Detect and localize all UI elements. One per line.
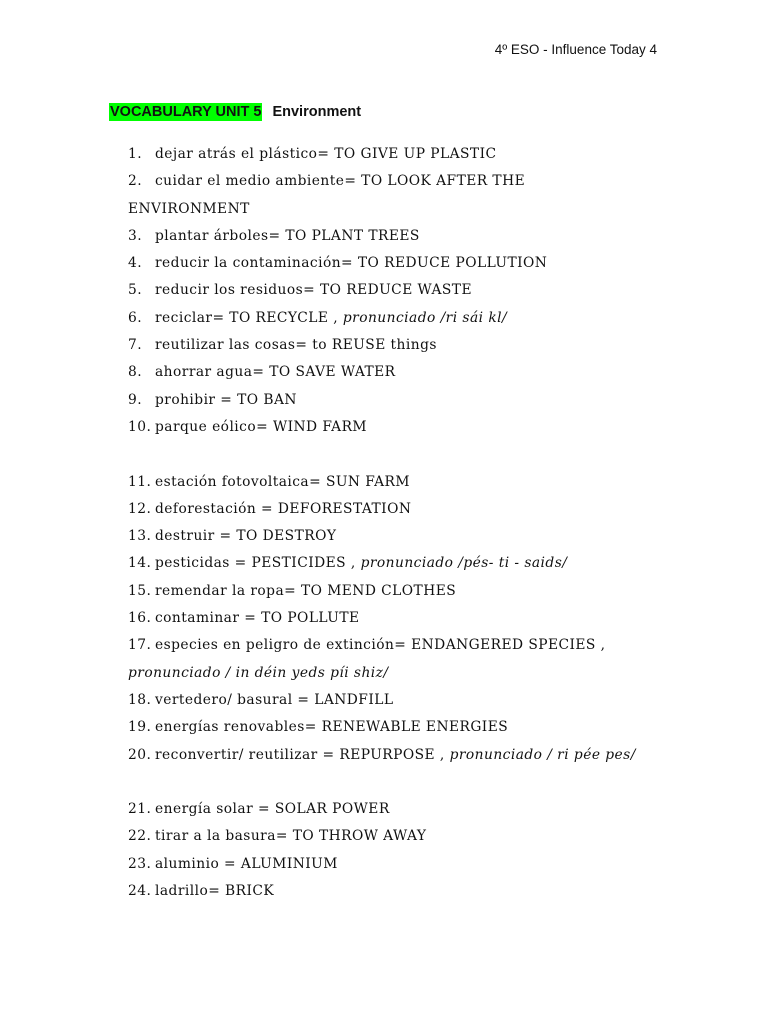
list-item (128, 168, 648, 223)
section-gap (128, 769, 648, 796)
item-number: 4. (128, 255, 143, 272)
item-text: ladrillo= BRICK (155, 883, 275, 900)
list-item (128, 632, 648, 687)
list-item (128, 305, 648, 332)
pronunciation: pronunciado / in déin yeds píi shiz/ (128, 664, 389, 681)
list-item (128, 742, 648, 769)
topic-title: Environment (272, 104, 362, 120)
item-number: 22. (128, 828, 152, 845)
item-number: 18. (128, 691, 152, 708)
list-item (128, 823, 648, 850)
list-item (128, 277, 648, 304)
item-text: reutilizar las cosas= to REUSE things (155, 337, 437, 354)
item-text: energías renovables= RENEWABLE ENERGIES (155, 719, 509, 736)
list-item (128, 796, 648, 823)
list-item (128, 550, 648, 577)
item-number: 6. (128, 309, 143, 326)
item-number: 24. (128, 883, 152, 900)
item-text: remendar la ropa= TO MEND CLOTHES (155, 582, 457, 599)
item-number: 13. (128, 528, 152, 545)
list-item (128, 414, 648, 441)
list-item (128, 469, 648, 496)
item-text: contaminar = TO POLLUTE (155, 610, 360, 627)
item-text: energía solar = SOLAR POWER (155, 801, 390, 818)
item-text: estación fotovoltaica= SUN FARM (155, 473, 410, 490)
item-number: 8. (128, 364, 143, 381)
pronunciation: pronunciado /pés- ti - saids/ (360, 555, 568, 572)
list-item (128, 578, 648, 605)
item-number: 20. (128, 746, 152, 763)
item-text: reducir la contaminación= TO REDUCE POLLUTION (155, 255, 548, 272)
item-text: reconvertir/ reutilizar = REPURPOSE , (155, 746, 450, 763)
item-text: deforestación = DEFORESTATION (155, 500, 412, 517)
item-number: 19. (128, 719, 152, 736)
section-gap (128, 441, 648, 468)
item-number: 2. (128, 173, 143, 190)
item-text: reciclar= TO RECYCLE , (155, 309, 343, 326)
list-item (128, 223, 648, 250)
list-item (128, 851, 648, 878)
item-text: vertedero/ basural = LANDFILL (155, 691, 394, 708)
list-item (128, 714, 648, 741)
unit-title: VOCABULARY UNIT 5 (110, 104, 262, 120)
item-text: tirar a la basura= TO THROW AWAY (155, 828, 427, 845)
pronunciation: pronunciado /ri sái kl/ (342, 309, 508, 326)
vocabulary-title (109, 104, 361, 120)
item-text: prohibir = TO BAN (155, 391, 297, 408)
item-number: 7. (128, 337, 143, 354)
item-number: 1. (128, 146, 143, 162)
item-text: dejar atrás el plástico= TO GIVE UP PLASTIC (155, 146, 497, 162)
list-item (128, 523, 648, 550)
pronunciation: pronunciado / ri pée pes/ (449, 746, 636, 763)
item-number: 11. (128, 473, 152, 490)
item-text: cuidar el medio ambiente= TO LOOK AFTER THE ENVIRONMENT (128, 173, 526, 217)
list-item (128, 687, 648, 714)
page-header: 4º ESO - Influence Today 4 (494, 42, 657, 57)
list-item (128, 387, 648, 414)
list-item (128, 605, 648, 632)
item-number: 15. (128, 582, 152, 599)
item-number: 23. (128, 855, 152, 872)
item-number: 14. (128, 555, 152, 572)
item-text: especies en peligro de extinción= ENDANGERED SPECIES , (155, 637, 606, 654)
list-item (128, 359, 648, 386)
item-number: 5. (128, 282, 143, 299)
list-item (128, 878, 648, 905)
item-text: aluminio = ALUMINIUM (155, 855, 338, 872)
item-number: 17. (128, 637, 152, 654)
item-number: 9. (128, 391, 143, 408)
item-number: 21. (128, 801, 152, 818)
item-text: parque eólico= WIND FARM (155, 418, 367, 435)
item-number: 10. (128, 418, 152, 435)
item-number: 3. (128, 227, 143, 244)
item-text: destruir = TO DESTROY (155, 528, 337, 545)
list-item (128, 141, 648, 168)
vocabulary-list (128, 141, 648, 905)
list-item (128, 332, 648, 359)
list-item (128, 496, 648, 523)
item-text: pesticidas = PESTICIDES , (155, 555, 361, 572)
item-number: 16. (128, 610, 152, 627)
list-item (128, 250, 648, 277)
item-number: 12. (128, 500, 152, 517)
item-text: plantar árboles= TO PLANT TREES (155, 227, 420, 244)
item-text: ahorrar agua= TO SAVE WATER (155, 364, 396, 381)
item-text: reducir los residuos= TO REDUCE WASTE (155, 282, 472, 299)
